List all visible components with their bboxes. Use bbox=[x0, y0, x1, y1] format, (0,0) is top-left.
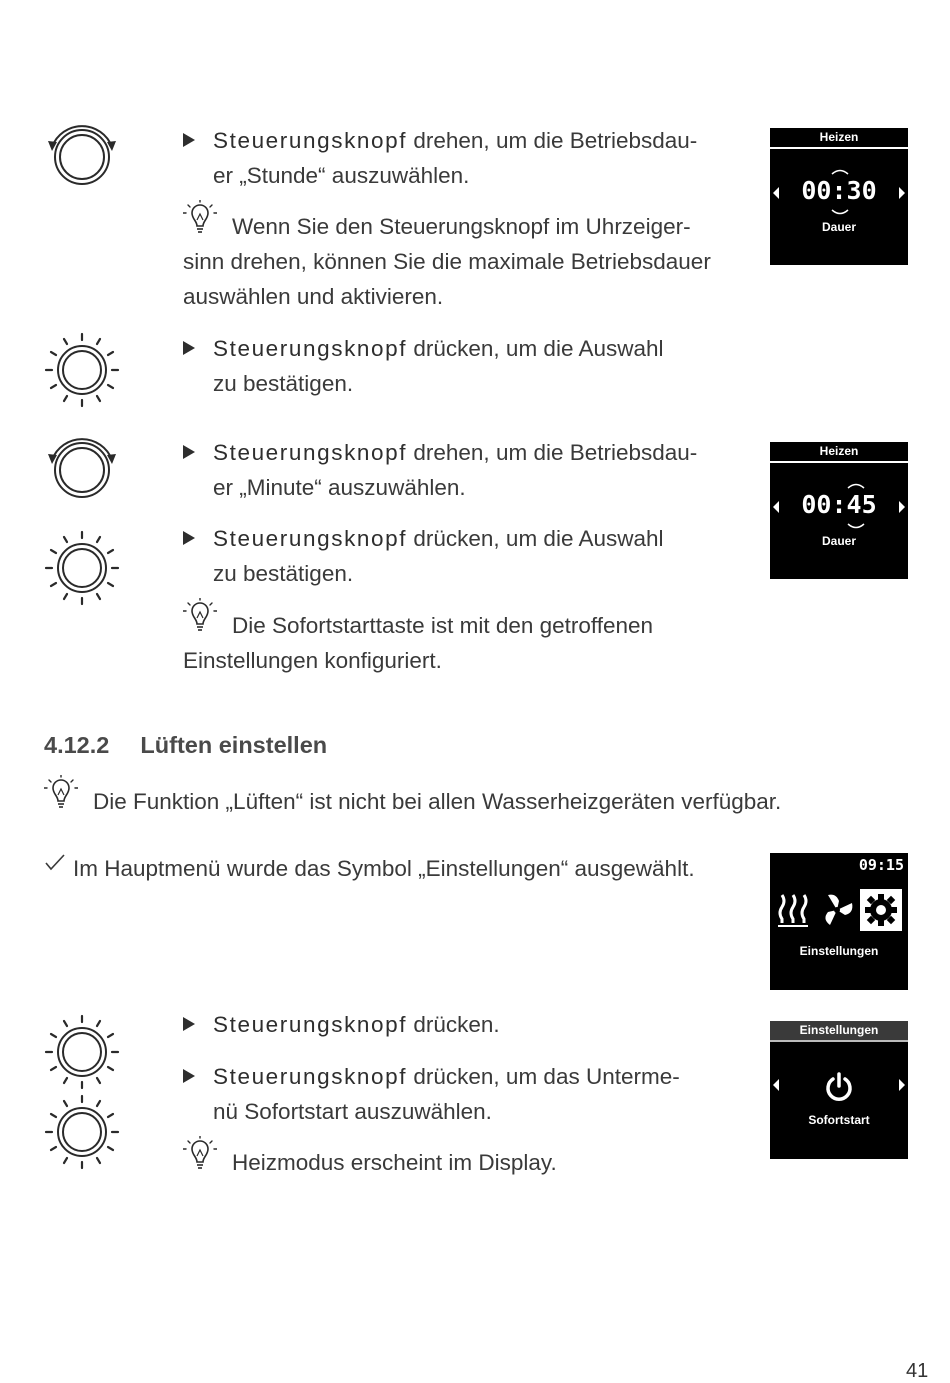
up-indicator-icon bbox=[846, 482, 866, 490]
step-text: nü Sofortstart auszuwählen. bbox=[213, 1099, 492, 1124]
display-time: 00:30 bbox=[801, 176, 877, 205]
keyword: Steuerungsknopf bbox=[213, 526, 408, 551]
page-number: 41 bbox=[906, 1360, 929, 1382]
keyword: Steuerungsknopf bbox=[213, 1012, 408, 1037]
left-arrow-icon bbox=[773, 1079, 779, 1091]
right-arrow-icon bbox=[899, 1079, 905, 1091]
step-text: er „Stunde“ auszuwählen. bbox=[213, 163, 470, 188]
display-clock: 09:15 bbox=[858, 856, 904, 874]
tip-bulb-icon bbox=[44, 775, 78, 809]
knob-rotate-icon bbox=[42, 430, 122, 510]
step-confirm-minute bbox=[183, 521, 783, 591]
tip-max-duration bbox=[183, 209, 753, 314]
step-text: er „Minute“ auszuwählen. bbox=[213, 475, 466, 500]
display-label: Dauer bbox=[821, 534, 856, 548]
keyword: Steuerungsknopf bbox=[213, 128, 408, 153]
step-text: drücken, um die Auswahl bbox=[407, 526, 664, 551]
tip-lueften-availability: Die Funktion „Lüften“ ist nicht bei allen Wasserheizgeräten verfügbar. bbox=[93, 789, 782, 814]
display-title: Heizen bbox=[770, 442, 908, 463]
bullet-arrow-icon bbox=[183, 445, 195, 459]
display-main-menu bbox=[770, 853, 908, 990]
step-text: drücken, um das Unterme- bbox=[407, 1064, 680, 1089]
display-settings-quickstart bbox=[770, 1021, 908, 1159]
display-heizen-0030 bbox=[770, 128, 908, 265]
right-arrow-icon bbox=[899, 187, 905, 199]
step-text: drücken, um die Auswahl bbox=[407, 336, 664, 361]
power-icon bbox=[823, 1071, 855, 1103]
knob-press-icon bbox=[42, 1092, 122, 1172]
bullet-arrow-icon bbox=[183, 341, 195, 355]
gear-icon bbox=[860, 889, 902, 931]
display-time: 00:45 bbox=[801, 490, 877, 519]
tip-text: Einstellungen konfiguriert. bbox=[183, 648, 442, 673]
tip-text: Die Sofortstarttaste ist mit den getroffenen bbox=[232, 613, 654, 638]
step-rotate-minute bbox=[183, 435, 783, 505]
down-indicator-icon bbox=[830, 208, 850, 216]
tip-heating-mode: Heizmodus erscheint im Display. bbox=[232, 1150, 557, 1175]
section-title: Lüften einstellen bbox=[140, 732, 328, 758]
step-confirm-hour bbox=[183, 331, 783, 401]
step-text: drücken. bbox=[407, 1012, 500, 1037]
tip-bulb-icon bbox=[183, 1136, 217, 1170]
heater-icon bbox=[776, 891, 810, 929]
tip-text: Wenn Sie den Steuerungsknopf im Uhrzeiger- bbox=[232, 214, 691, 239]
display-label: Einstellungen bbox=[799, 944, 879, 958]
knob-press-icon bbox=[42, 528, 122, 608]
settings-tile-selected bbox=[860, 889, 902, 931]
fan-icon bbox=[818, 891, 856, 929]
step-text: zu bestätigen. bbox=[213, 561, 354, 586]
section-number: 4.12.2 bbox=[44, 732, 110, 758]
checkmark-icon bbox=[44, 853, 66, 871]
step-press-knob bbox=[183, 1007, 783, 1042]
keyword: Steuerungsknopf bbox=[213, 336, 408, 361]
up-indicator-icon bbox=[830, 168, 850, 176]
tip-quickstart-configured bbox=[183, 608, 753, 678]
display-heizen-0045 bbox=[770, 442, 908, 579]
step-rotate-hour bbox=[183, 123, 783, 193]
bullet-arrow-icon bbox=[183, 1017, 195, 1031]
bullet-arrow-icon bbox=[183, 531, 195, 545]
step-select-quickstart bbox=[183, 1059, 783, 1129]
display-label: Dauer bbox=[821, 220, 856, 234]
right-arrow-icon bbox=[899, 501, 905, 513]
knob-press-icon bbox=[42, 330, 122, 410]
bullet-arrow-icon bbox=[183, 1069, 195, 1083]
keyword: Steuerungsknopf bbox=[213, 440, 408, 465]
display-label: Sofortstart bbox=[808, 1113, 870, 1127]
knob-rotate-icon bbox=[42, 117, 122, 197]
display-title: Heizen bbox=[770, 128, 908, 149]
display-title: Einstellungen bbox=[770, 1021, 908, 1042]
tip-text: auswählen und aktivieren. bbox=[183, 284, 444, 309]
step-text: drehen, um die Betriebsdau- bbox=[407, 128, 698, 153]
bullet-arrow-icon bbox=[183, 133, 195, 147]
knob-press-icon bbox=[42, 1012, 122, 1092]
down-indicator-icon bbox=[846, 522, 866, 530]
keyword: Steuerungsknopf bbox=[213, 1064, 408, 1089]
section-heading bbox=[44, 732, 327, 759]
step-text: zu bestätigen. bbox=[213, 371, 354, 396]
precondition-text: Im Hauptmenü wurde das Symbol „Einstellungen“ ausgewählt. bbox=[73, 856, 695, 881]
step-text: drehen, um die Betriebsdau- bbox=[407, 440, 698, 465]
tip-text: sinn drehen, können Sie die maximale Betriebsdauer bbox=[183, 249, 711, 274]
